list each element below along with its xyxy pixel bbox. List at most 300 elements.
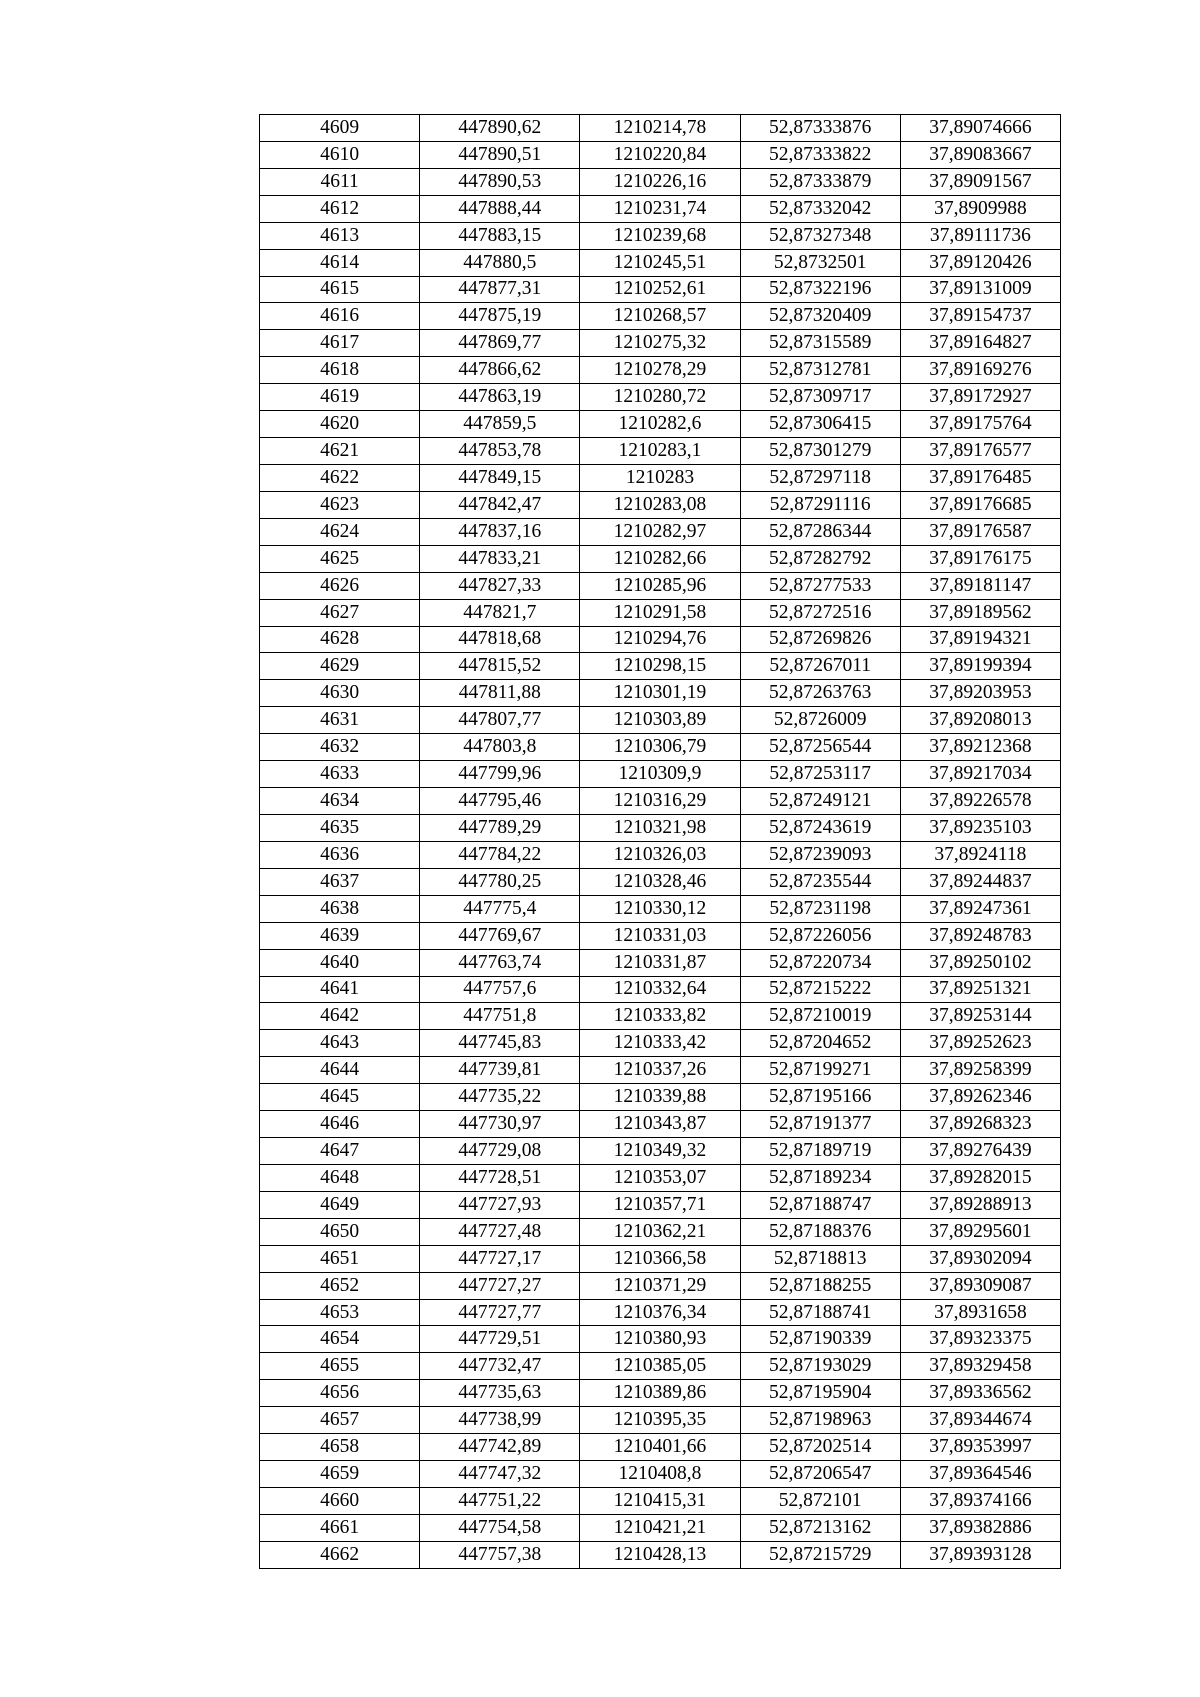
table-row — [260, 788, 1061, 815]
point-number-cell: 4621 — [260, 438, 420, 465]
latitude-cell: 52,87191377 — [740, 1111, 900, 1138]
table-row — [260, 707, 1061, 734]
point-number-cell: 4619 — [260, 384, 420, 411]
point-number-cell: 4615 — [260, 276, 420, 303]
longitude-cell: 37,89323375 — [900, 1326, 1060, 1353]
x-coordinate-cell: 447745,83 — [420, 1030, 580, 1057]
point-number-cell: 4617 — [260, 330, 420, 357]
table-row — [260, 1245, 1061, 1272]
point-number-cell: 4644 — [260, 1057, 420, 1084]
point-number-cell: 4616 — [260, 303, 420, 330]
y-coordinate-cell: 1210415,31 — [580, 1488, 740, 1515]
table-row — [260, 1434, 1061, 1461]
longitude-cell: 37,89282015 — [900, 1164, 1060, 1191]
longitude-cell: 37,89302094 — [900, 1245, 1060, 1272]
point-number-cell: 4628 — [260, 626, 420, 653]
latitude-cell: 52,87306415 — [740, 411, 900, 438]
y-coordinate-cell: 1210291,58 — [580, 599, 740, 626]
point-number-cell: 4632 — [260, 734, 420, 761]
table-row — [260, 1164, 1061, 1191]
point-number-cell: 4661 — [260, 1514, 420, 1541]
point-number-cell: 4610 — [260, 141, 420, 168]
longitude-cell: 37,89120426 — [900, 249, 1060, 276]
point-number-cell: 4651 — [260, 1245, 420, 1272]
y-coordinate-cell: 1210282,6 — [580, 411, 740, 438]
y-coordinate-cell: 1210380,93 — [580, 1326, 740, 1353]
latitude-cell: 52,87190339 — [740, 1326, 900, 1353]
point-number-cell: 4640 — [260, 949, 420, 976]
y-coordinate-cell: 1210294,76 — [580, 626, 740, 653]
y-coordinate-cell: 1210421,21 — [580, 1514, 740, 1541]
y-coordinate-cell: 1210331,03 — [580, 922, 740, 949]
latitude-cell: 52,87320409 — [740, 303, 900, 330]
x-coordinate-cell: 447727,48 — [420, 1218, 580, 1245]
point-number-cell: 4657 — [260, 1407, 420, 1434]
table-row — [260, 141, 1061, 168]
latitude-cell: 52,87215222 — [740, 976, 900, 1003]
point-number-cell: 4652 — [260, 1272, 420, 1299]
table-row — [260, 518, 1061, 545]
y-coordinate-cell: 1210275,32 — [580, 330, 740, 357]
latitude-cell: 52,87333876 — [740, 115, 900, 142]
point-number-cell: 4646 — [260, 1111, 420, 1138]
point-number-cell: 4642 — [260, 1003, 420, 1030]
y-coordinate-cell: 1210252,61 — [580, 276, 740, 303]
latitude-cell: 52,87297118 — [740, 464, 900, 491]
table-row — [260, 438, 1061, 465]
longitude-cell: 37,89176587 — [900, 518, 1060, 545]
latitude-cell: 52,87235544 — [740, 868, 900, 895]
table-row — [260, 1407, 1061, 1434]
table-row — [260, 1326, 1061, 1353]
point-number-cell: 4622 — [260, 464, 420, 491]
longitude-cell: 37,89176175 — [900, 545, 1060, 572]
point-number-cell: 4627 — [260, 599, 420, 626]
x-coordinate-cell: 447789,29 — [420, 814, 580, 841]
longitude-cell: 37,89189562 — [900, 599, 1060, 626]
longitude-cell: 37,89199394 — [900, 653, 1060, 680]
table-row — [260, 868, 1061, 895]
table-row — [260, 1191, 1061, 1218]
x-coordinate-cell: 447727,17 — [420, 1245, 580, 1272]
y-coordinate-cell: 1210301,19 — [580, 680, 740, 707]
table-row — [260, 115, 1061, 142]
table-row — [260, 1030, 1061, 1057]
point-number-cell: 4649 — [260, 1191, 420, 1218]
latitude-cell: 52,87327348 — [740, 222, 900, 249]
latitude-cell: 52,87189719 — [740, 1138, 900, 1165]
latitude-cell: 52,87188376 — [740, 1218, 900, 1245]
y-coordinate-cell: 1210343,87 — [580, 1111, 740, 1138]
point-number-cell: 4609 — [260, 115, 420, 142]
table-row — [260, 1488, 1061, 1515]
latitude-cell: 52,87188255 — [740, 1272, 900, 1299]
longitude-cell: 37,89181147 — [900, 572, 1060, 599]
table-row — [260, 1272, 1061, 1299]
longitude-cell: 37,89258399 — [900, 1057, 1060, 1084]
longitude-cell: 37,89336562 — [900, 1380, 1060, 1407]
table-row — [260, 222, 1061, 249]
point-number-cell: 4653 — [260, 1299, 420, 1326]
point-number-cell: 4660 — [260, 1488, 420, 1515]
y-coordinate-cell: 1210282,66 — [580, 545, 740, 572]
latitude-cell: 52,87291116 — [740, 491, 900, 518]
y-coordinate-cell: 1210283,1 — [580, 438, 740, 465]
table-row — [260, 626, 1061, 653]
longitude-cell: 37,89382886 — [900, 1514, 1060, 1541]
latitude-cell: 52,87249121 — [740, 788, 900, 815]
table-row — [260, 491, 1061, 518]
table-row — [260, 1138, 1061, 1165]
y-coordinate-cell: 1210385,05 — [580, 1353, 740, 1380]
table-row — [260, 195, 1061, 222]
point-number-cell: 4613 — [260, 222, 420, 249]
point-number-cell: 4634 — [260, 788, 420, 815]
y-coordinate-cell: 1210337,26 — [580, 1057, 740, 1084]
longitude-cell: 37,89172927 — [900, 384, 1060, 411]
longitude-cell: 37,89194321 — [900, 626, 1060, 653]
point-number-cell: 4647 — [260, 1138, 420, 1165]
latitude-cell: 52,87189234 — [740, 1164, 900, 1191]
latitude-cell: 52,87282792 — [740, 545, 900, 572]
latitude-cell: 52,87332042 — [740, 195, 900, 222]
x-coordinate-cell: 447763,74 — [420, 949, 580, 976]
longitude-cell: 37,89203953 — [900, 680, 1060, 707]
y-coordinate-cell: 1210316,29 — [580, 788, 740, 815]
latitude-cell: 52,87239093 — [740, 841, 900, 868]
x-coordinate-cell: 447795,46 — [420, 788, 580, 815]
point-number-cell: 4618 — [260, 357, 420, 384]
x-coordinate-cell: 447735,22 — [420, 1084, 580, 1111]
x-coordinate-cell: 447853,78 — [420, 438, 580, 465]
latitude-cell: 52,87333822 — [740, 141, 900, 168]
latitude-cell: 52,8732501 — [740, 249, 900, 276]
y-coordinate-cell: 1210282,97 — [580, 518, 740, 545]
y-coordinate-cell: 1210245,51 — [580, 249, 740, 276]
point-number-cell: 4662 — [260, 1541, 420, 1568]
y-coordinate-cell: 1210428,13 — [580, 1541, 740, 1568]
latitude-cell: 52,87231198 — [740, 895, 900, 922]
x-coordinate-cell: 447890,62 — [420, 115, 580, 142]
latitude-cell: 52,87210019 — [740, 1003, 900, 1030]
table-row — [260, 303, 1061, 330]
x-coordinate-cell: 447730,97 — [420, 1111, 580, 1138]
y-coordinate-cell: 1210326,03 — [580, 841, 740, 868]
x-coordinate-cell: 447866,62 — [420, 357, 580, 384]
longitude-cell: 37,8924118 — [900, 841, 1060, 868]
table-row — [260, 1461, 1061, 1488]
longitude-cell: 37,89393128 — [900, 1541, 1060, 1568]
point-number-cell: 4655 — [260, 1353, 420, 1380]
table-row — [260, 1353, 1061, 1380]
point-number-cell: 4624 — [260, 518, 420, 545]
longitude-cell: 37,89091567 — [900, 168, 1060, 195]
latitude-cell: 52,87188747 — [740, 1191, 900, 1218]
x-coordinate-cell: 447751,8 — [420, 1003, 580, 1030]
table-row — [260, 330, 1061, 357]
latitude-cell: 52,87215729 — [740, 1541, 900, 1568]
table-row — [260, 545, 1061, 572]
y-coordinate-cell: 1210330,12 — [580, 895, 740, 922]
point-number-cell: 4637 — [260, 868, 420, 895]
point-number-cell: 4659 — [260, 1461, 420, 1488]
point-number-cell: 4614 — [260, 249, 420, 276]
longitude-cell: 37,8931658 — [900, 1299, 1060, 1326]
point-number-cell: 4630 — [260, 680, 420, 707]
table-row — [260, 1111, 1061, 1138]
x-coordinate-cell: 447780,25 — [420, 868, 580, 895]
y-coordinate-cell: 1210283 — [580, 464, 740, 491]
y-coordinate-cell: 1210349,32 — [580, 1138, 740, 1165]
y-coordinate-cell: 1210357,71 — [580, 1191, 740, 1218]
x-coordinate-cell: 447751,22 — [420, 1488, 580, 1515]
x-coordinate-cell: 447869,77 — [420, 330, 580, 357]
y-coordinate-cell: 1210214,78 — [580, 115, 740, 142]
y-coordinate-cell: 1210395,35 — [580, 1407, 740, 1434]
longitude-cell: 37,89252623 — [900, 1030, 1060, 1057]
longitude-cell: 37,89176577 — [900, 438, 1060, 465]
point-number-cell: 4620 — [260, 411, 420, 438]
longitude-cell: 37,89164827 — [900, 330, 1060, 357]
longitude-cell: 37,89329458 — [900, 1353, 1060, 1380]
y-coordinate-cell: 1210285,96 — [580, 572, 740, 599]
table-row — [260, 761, 1061, 788]
table-row — [260, 1218, 1061, 1245]
longitude-cell: 37,89217034 — [900, 761, 1060, 788]
point-number-cell: 4626 — [260, 572, 420, 599]
table-row — [260, 814, 1061, 841]
x-coordinate-cell: 447727,77 — [420, 1299, 580, 1326]
table-row — [260, 276, 1061, 303]
table-row — [260, 653, 1061, 680]
longitude-cell: 37,89353997 — [900, 1434, 1060, 1461]
x-coordinate-cell: 447732,47 — [420, 1353, 580, 1380]
table-row — [260, 680, 1061, 707]
longitude-cell: 37,89251321 — [900, 976, 1060, 1003]
longitude-cell: 37,89131009 — [900, 276, 1060, 303]
y-coordinate-cell: 1210226,16 — [580, 168, 740, 195]
longitude-cell: 37,89309087 — [900, 1272, 1060, 1299]
x-coordinate-cell: 447818,68 — [420, 626, 580, 653]
y-coordinate-cell: 1210303,89 — [580, 707, 740, 734]
longitude-cell: 37,89208013 — [900, 707, 1060, 734]
x-coordinate-cell: 447883,15 — [420, 222, 580, 249]
x-coordinate-cell: 447890,51 — [420, 141, 580, 168]
x-coordinate-cell: 447875,19 — [420, 303, 580, 330]
point-number-cell: 4656 — [260, 1380, 420, 1407]
point-number-cell: 4611 — [260, 168, 420, 195]
latitude-cell: 52,87272516 — [740, 599, 900, 626]
x-coordinate-cell: 447880,5 — [420, 249, 580, 276]
point-number-cell: 4650 — [260, 1218, 420, 1245]
point-number-cell: 4625 — [260, 545, 420, 572]
longitude-cell: 37,89176685 — [900, 491, 1060, 518]
x-coordinate-cell: 447799,96 — [420, 761, 580, 788]
longitude-cell: 37,89268323 — [900, 1111, 1060, 1138]
y-coordinate-cell: 1210371,29 — [580, 1272, 740, 1299]
y-coordinate-cell: 1210306,79 — [580, 734, 740, 761]
point-number-cell: 4612 — [260, 195, 420, 222]
y-coordinate-cell: 1210298,15 — [580, 653, 740, 680]
longitude-cell: 37,89250102 — [900, 949, 1060, 976]
table-row — [260, 1299, 1061, 1326]
latitude-cell: 52,87277533 — [740, 572, 900, 599]
x-coordinate-cell: 447747,32 — [420, 1461, 580, 1488]
point-number-cell: 4658 — [260, 1434, 420, 1461]
coordinates-table-body — [260, 115, 1061, 1569]
latitude-cell: 52,87253117 — [740, 761, 900, 788]
y-coordinate-cell: 1210353,07 — [580, 1164, 740, 1191]
longitude-cell: 37,89212368 — [900, 734, 1060, 761]
latitude-cell: 52,87322196 — [740, 276, 900, 303]
latitude-cell: 52,87226056 — [740, 922, 900, 949]
point-number-cell: 4631 — [260, 707, 420, 734]
latitude-cell: 52,87263763 — [740, 680, 900, 707]
point-number-cell: 4645 — [260, 1084, 420, 1111]
longitude-cell: 37,89175764 — [900, 411, 1060, 438]
longitude-cell: 37,89364546 — [900, 1461, 1060, 1488]
x-coordinate-cell: 447728,51 — [420, 1164, 580, 1191]
y-coordinate-cell: 1210333,42 — [580, 1030, 740, 1057]
longitude-cell: 37,89344674 — [900, 1407, 1060, 1434]
point-number-cell: 4635 — [260, 814, 420, 841]
x-coordinate-cell: 447738,99 — [420, 1407, 580, 1434]
latitude-cell: 52,87269826 — [740, 626, 900, 653]
table-row — [260, 1380, 1061, 1407]
x-coordinate-cell: 447842,47 — [420, 491, 580, 518]
coordinates-table — [259, 114, 1061, 1569]
y-coordinate-cell: 1210231,74 — [580, 195, 740, 222]
point-number-cell: 4654 — [260, 1326, 420, 1353]
point-number-cell: 4643 — [260, 1030, 420, 1057]
x-coordinate-cell: 447811,88 — [420, 680, 580, 707]
x-coordinate-cell: 447859,5 — [420, 411, 580, 438]
latitude-cell: 52,87198963 — [740, 1407, 900, 1434]
x-coordinate-cell: 447877,31 — [420, 276, 580, 303]
longitude-cell: 37,89262346 — [900, 1084, 1060, 1111]
longitude-cell: 37,89074666 — [900, 115, 1060, 142]
y-coordinate-cell: 1210389,86 — [580, 1380, 740, 1407]
latitude-cell: 52,87301279 — [740, 438, 900, 465]
table-row — [260, 841, 1061, 868]
y-coordinate-cell: 1210268,57 — [580, 303, 740, 330]
point-number-cell: 4629 — [260, 653, 420, 680]
x-coordinate-cell: 447735,63 — [420, 1380, 580, 1407]
table-row — [260, 976, 1061, 1003]
y-coordinate-cell: 1210309,9 — [580, 761, 740, 788]
y-coordinate-cell: 1210401,66 — [580, 1434, 740, 1461]
table-row — [260, 922, 1061, 949]
table-row — [260, 734, 1061, 761]
latitude-cell: 52,87315589 — [740, 330, 900, 357]
x-coordinate-cell: 447821,7 — [420, 599, 580, 626]
table-row — [260, 1514, 1061, 1541]
longitude-cell: 37,89111736 — [900, 222, 1060, 249]
table-row — [260, 895, 1061, 922]
table-row — [260, 1541, 1061, 1568]
x-coordinate-cell: 447837,16 — [420, 518, 580, 545]
longitude-cell: 37,89176485 — [900, 464, 1060, 491]
latitude-cell: 52,872101 — [740, 1488, 900, 1515]
table-row — [260, 384, 1061, 411]
x-coordinate-cell: 447769,67 — [420, 922, 580, 949]
point-number-cell: 4639 — [260, 922, 420, 949]
y-coordinate-cell: 1210366,58 — [580, 1245, 740, 1272]
x-coordinate-cell: 447757,6 — [420, 976, 580, 1003]
longitude-cell: 37,89083667 — [900, 141, 1060, 168]
latitude-cell: 52,87204652 — [740, 1030, 900, 1057]
y-coordinate-cell: 1210283,08 — [580, 491, 740, 518]
latitude-cell: 52,87195904 — [740, 1380, 900, 1407]
latitude-cell: 52,87256544 — [740, 734, 900, 761]
x-coordinate-cell: 447727,93 — [420, 1191, 580, 1218]
y-coordinate-cell: 1210321,98 — [580, 814, 740, 841]
point-number-cell: 4636 — [260, 841, 420, 868]
x-coordinate-cell: 447803,8 — [420, 734, 580, 761]
table-row — [260, 949, 1061, 976]
y-coordinate-cell: 1210280,72 — [580, 384, 740, 411]
x-coordinate-cell: 447754,58 — [420, 1514, 580, 1541]
x-coordinate-cell: 447784,22 — [420, 841, 580, 868]
longitude-cell: 37,8909988 — [900, 195, 1060, 222]
table-row — [260, 1057, 1061, 1084]
x-coordinate-cell: 447757,38 — [420, 1541, 580, 1568]
latitude-cell: 52,87220734 — [740, 949, 900, 976]
longitude-cell: 37,89154737 — [900, 303, 1060, 330]
y-coordinate-cell: 1210376,34 — [580, 1299, 740, 1326]
x-coordinate-cell: 447849,15 — [420, 464, 580, 491]
longitude-cell: 37,89226578 — [900, 788, 1060, 815]
point-number-cell: 4633 — [260, 761, 420, 788]
x-coordinate-cell: 447815,52 — [420, 653, 580, 680]
longitude-cell: 37,89295601 — [900, 1218, 1060, 1245]
x-coordinate-cell: 447888,44 — [420, 195, 580, 222]
y-coordinate-cell: 1210333,82 — [580, 1003, 740, 1030]
x-coordinate-cell: 447739,81 — [420, 1057, 580, 1084]
latitude-cell: 52,87188741 — [740, 1299, 900, 1326]
latitude-cell: 52,87193029 — [740, 1353, 900, 1380]
table-row — [260, 1003, 1061, 1030]
y-coordinate-cell: 1210408,8 — [580, 1461, 740, 1488]
table-row — [260, 249, 1061, 276]
x-coordinate-cell: 447727,27 — [420, 1272, 580, 1299]
x-coordinate-cell: 447863,19 — [420, 384, 580, 411]
longitude-cell: 37,89248783 — [900, 922, 1060, 949]
table-row — [260, 1084, 1061, 1111]
table-row — [260, 464, 1061, 491]
x-coordinate-cell: 447807,77 — [420, 707, 580, 734]
y-coordinate-cell: 1210339,88 — [580, 1084, 740, 1111]
longitude-cell: 37,89288913 — [900, 1191, 1060, 1218]
latitude-cell: 52,87333879 — [740, 168, 900, 195]
latitude-cell: 52,87309717 — [740, 384, 900, 411]
x-coordinate-cell: 447833,21 — [420, 545, 580, 572]
point-number-cell: 4648 — [260, 1164, 420, 1191]
table-row — [260, 599, 1061, 626]
longitude-cell: 37,89247361 — [900, 895, 1060, 922]
latitude-cell: 52,87267011 — [740, 653, 900, 680]
latitude-cell: 52,87195166 — [740, 1084, 900, 1111]
latitude-cell: 52,87213162 — [740, 1514, 900, 1541]
y-coordinate-cell: 1210362,21 — [580, 1218, 740, 1245]
latitude-cell: 52,87206547 — [740, 1461, 900, 1488]
y-coordinate-cell: 1210278,29 — [580, 357, 740, 384]
latitude-cell: 52,87312781 — [740, 357, 900, 384]
latitude-cell: 52,87199271 — [740, 1057, 900, 1084]
x-coordinate-cell: 447775,4 — [420, 895, 580, 922]
longitude-cell: 37,89253144 — [900, 1003, 1060, 1030]
latitude-cell: 52,87202514 — [740, 1434, 900, 1461]
